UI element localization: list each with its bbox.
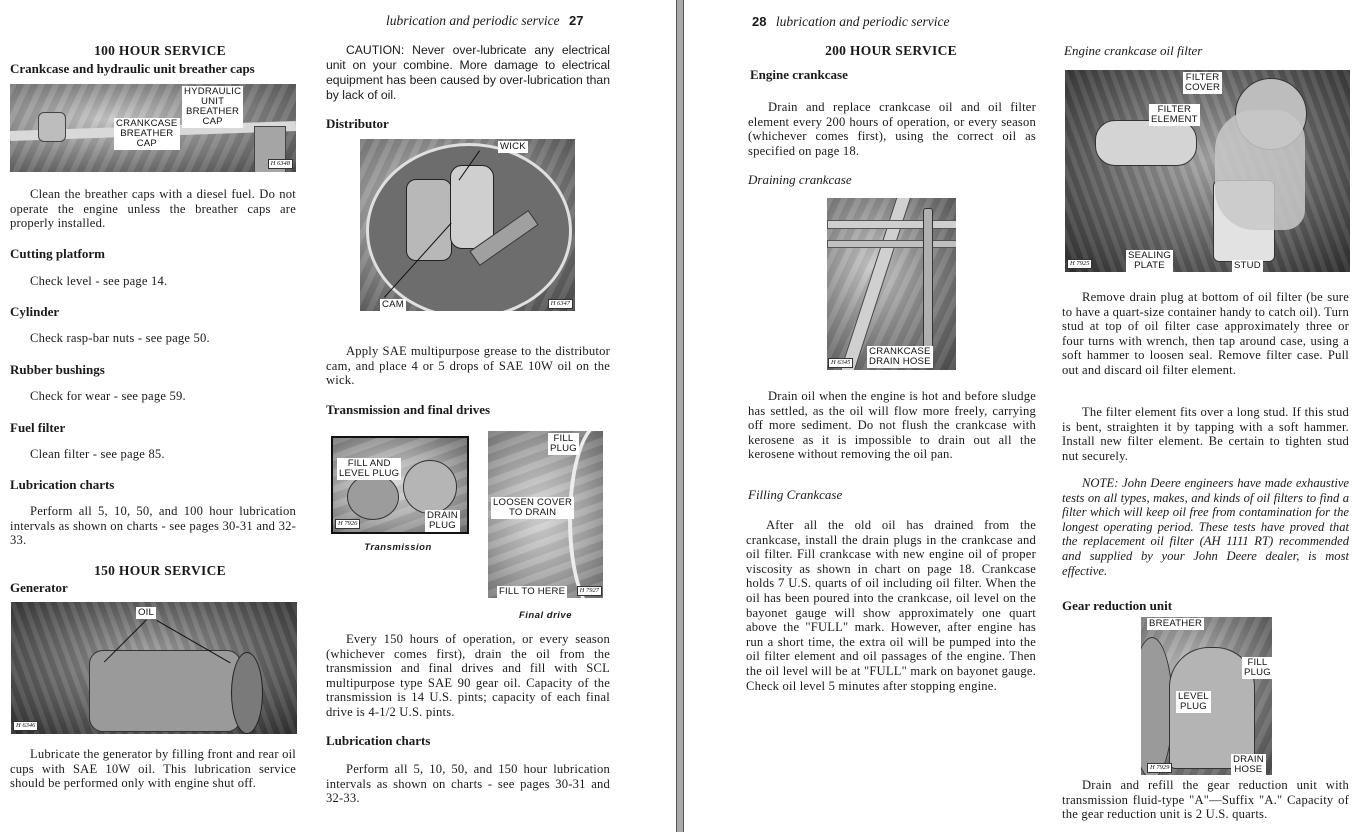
right-page	[684, 0, 1365, 832]
label-hydraulic-breather: HYDRAULIC UNIT BREATHER CAP	[184, 86, 242, 127]
frame-bar-shape	[827, 220, 956, 229]
cylinder-text: Check rasp-bar nuts - see page 50.	[30, 331, 210, 345]
label-filter-element: FILTER ELEMENT	[1151, 104, 1198, 125]
label-filter-cover: FILTER COVER	[1185, 72, 1221, 93]
figure-drain-hose	[827, 198, 956, 370]
generator-body-shape	[89, 650, 241, 732]
heading-distributor: Distributor	[326, 116, 389, 131]
heading-gear-reduction: Gear reduction unit	[1062, 598, 1173, 613]
engine-crankcase-text: Drain and replace crankcase oil and oil filter element every 200 hours of operation, or every season (whichever comes first), using the correct oil as specified on page 18.	[748, 100, 1036, 158]
running-head-text: lubrication and periodic service	[775, 14, 950, 29]
heading-transmission-final-drives: Transmission and final drives	[326, 402, 491, 417]
draining-crankcase-text: Drain oil when the engine is hot and before sludge has settled, as the oil will flow more freely, carrying off more sediment. Do not flush the crankcase with kerosene as it is impossible to drain out all the kerosene without removing the oil pan.	[748, 389, 1036, 462]
figure-id: H 7927	[577, 586, 602, 596]
figure-oil-filter	[1065, 70, 1350, 272]
caption-transmission: Transmission	[364, 542, 432, 553]
section-title-150-hour: 150 HOUR SERVICE	[94, 563, 226, 578]
figure-id: H 7926	[335, 519, 360, 529]
section-title-200-hour: 200 HOUR SERVICE	[825, 43, 957, 58]
running-head-right	[752, 14, 949, 30]
heading-rubber-bushings: Rubber bushings	[10, 362, 105, 377]
label-stud: STUD	[1234, 260, 1261, 271]
heading-fuel-filter: Fuel filter	[10, 420, 66, 435]
transmission-final-drives-text: Every 150 hours of operation, or every season (whichever comes first), drain the oil from the transmission and final drives and fill with SCL multipurpose type SAE 90 gear oil. Capacity of the transmission is 14 U.S. pints; capacity of each final drive is 4-1/2 U.S. pints.	[326, 632, 610, 719]
heading-generator: Generator	[10, 580, 68, 595]
heading-lubrication-charts-100: Lubrication charts	[10, 477, 115, 492]
label-crankcase-drain-hose: CRANKCASE DRAIN HOSE	[869, 346, 931, 367]
distributor-text: Apply SAE multipurpose grease to the distributor cam, and place 4 or 5 drops of SAE 10W oil on the wick.	[326, 344, 610, 388]
heading-lubrication-charts-150: Lubrication charts	[326, 733, 431, 748]
figure-transmission	[331, 436, 469, 534]
page-number: 27	[568, 13, 584, 28]
section-title-100-hour: 100 HOUR SERVICE	[94, 43, 226, 58]
cutting-platform-text: Check level - see page 14.	[30, 274, 168, 288]
frame-bar-shape	[827, 240, 956, 248]
running-head-text: lubrication and periodic service	[386, 13, 560, 28]
label-fill-plug: FILL PLUG	[1244, 657, 1271, 678]
oil-filter-note: NOTE: John Deere engineers have made exhaustive tests on all types, makes, and kinds of oil filters to find a filter which will keep oil free from contamination for the longest operating period. These tests have proved that the replacement oil filter (AH 1111 RT) recommended and supplied by your John Deere dealer, is most effective.	[1062, 476, 1349, 578]
label-level-plug: LEVEL PLUG	[1178, 691, 1209, 712]
fuel-filter-shape	[1095, 120, 1197, 166]
heading-filling-crankcase: Filling Crankcase	[748, 487, 843, 502]
label-fill-plug: FILL PLUG	[550, 433, 577, 454]
label-fill-to-here: FILL TO HERE	[499, 586, 566, 597]
heading-cylinder: Cylinder	[10, 304, 60, 319]
drain-hose-shape	[923, 208, 933, 350]
figure-id: H 6345	[828, 358, 853, 368]
figure-breather-caps	[10, 84, 296, 172]
heading-engine-crankcase: Engine crankcase	[750, 67, 848, 82]
figure-id: H 6346	[13, 721, 38, 731]
figure-gear-reduction	[1141, 617, 1272, 775]
left-page	[0, 0, 676, 832]
gear-housing-shape	[403, 460, 457, 514]
label-cam: CAM	[382, 299, 404, 310]
breather-cap-shape	[38, 112, 66, 142]
label-loosen-cover: LOOSEN COVER TO DRAIN	[493, 497, 573, 518]
label-crankcase-breather: CRANKCASE BREATHER CAP	[116, 118, 178, 149]
figure-final-drive	[488, 431, 603, 598]
figure-id: H 6347	[548, 299, 573, 309]
figure-id: H 7929	[1147, 763, 1172, 773]
label-drain-plug: DRAIN PLUG	[427, 510, 458, 531]
pulley-shape	[231, 652, 263, 734]
oil-filter-text-2: The filter element fits over a long stud. If this stud is bent, straighten it by tapping with a soft hammer. Install new filter element. Be certain to tighten stud nut securely.	[1062, 405, 1349, 463]
heading-oil-filter: Engine crankcase oil filter	[1064, 43, 1203, 58]
rotor-shape	[450, 165, 494, 249]
lubrication-charts-100-text: Perform all 5, 10, 50, and 100 hour lubrication intervals as shown on charts - see pages 30-31 and 32-33.	[10, 504, 296, 548]
heading-cutting-platform: Cutting platform	[10, 246, 105, 261]
heading-breather-caps: Crankcase and hydraulic unit breather caps	[10, 61, 255, 76]
page-number: 28	[752, 14, 767, 29]
generator-text: Lubricate the generator by filling front and rear oil cups with SAE 10W oil. This lubrication service should be performed only with engine shut off.	[10, 747, 296, 791]
oil-filter-text-1: Remove drain plug at bottom of oil filter (be sure to have a quart-size container handy to catch oil). Turn stud at top of oil filter case approximately three or four turns with wrench, then tap around case, using a soft hammer to loosen seal. Remove filter case. Pull out and discard oil filter element.	[1062, 290, 1349, 377]
hand-shape	[1215, 110, 1305, 230]
label-fill-level-plug: FILL AND LEVEL PLUG	[339, 458, 400, 479]
lubrication-charts-150-text: Perform all 5, 10, 50, and 150 hour lubrication intervals as shown on charts - see pages 30-31 and 32-33.	[326, 762, 610, 806]
label-drain-hose: DRAIN HOSE	[1233, 754, 1264, 775]
fuel-filter-text: Clean filter - see page 85.	[30, 447, 165, 461]
caption-final-drive: Final drive	[518, 610, 572, 621]
condenser-shape	[406, 179, 452, 261]
label-oil: OIL	[138, 607, 155, 618]
breather-caps-text: Clean the breather caps with a diesel fuel. Do not operate the engine unless the breather caps are properly installed.	[10, 187, 296, 231]
figure-id: H 6348	[268, 159, 293, 169]
gear-reduction-text: Drain and refill the gear reduction unit with transmission fluid-type "A"—Suffix "A." Capacity of the gear reduction unit is 2 U.S. quarts.	[1062, 778, 1349, 822]
heading-draining-crankcase: Draining crankcase	[748, 172, 852, 187]
label-sealing-plate: SEALING PLATE	[1128, 250, 1171, 271]
label-breather: BREATHER	[1149, 618, 1203, 629]
gear-housing-shape	[347, 474, 399, 520]
filling-crankcase-text: After all the old oil has drained from the crankcase, install the drain plugs in the crankcase and oil filter. Fill crankcase with new engine oil of proper viscosity as shown in chart on page 18. Crankcase holds 7 U.S. quarts of oil including oil filter. When the oil has been poured into the crankcase, oil level on the bayonet gauge will show approximately one quart above the "FULL" mark. However, after engine has run a short time, the extra oil will be pumped into the oil filter element and oil passages of the engine. Then the oil level will be at "FULL" mark on bayonet gauge. Check oil level 5 minutes after stopping engine.	[746, 518, 1036, 693]
figure-generator	[11, 602, 297, 734]
label-wick: WICK	[500, 141, 526, 152]
caution-text: CAUTION: Never over-lubricate any electrical unit on your combine. More damage to electrical equipment has been caused by over-lubrication than by lack of oil.	[326, 43, 610, 102]
rubber-bushings-text: Check for wear - see page 59.	[30, 389, 186, 403]
figure-distributor	[360, 139, 575, 311]
figure-id: H 7925	[1067, 259, 1092, 269]
page-gutter-divider	[676, 0, 684, 832]
running-head-left	[386, 13, 583, 29]
